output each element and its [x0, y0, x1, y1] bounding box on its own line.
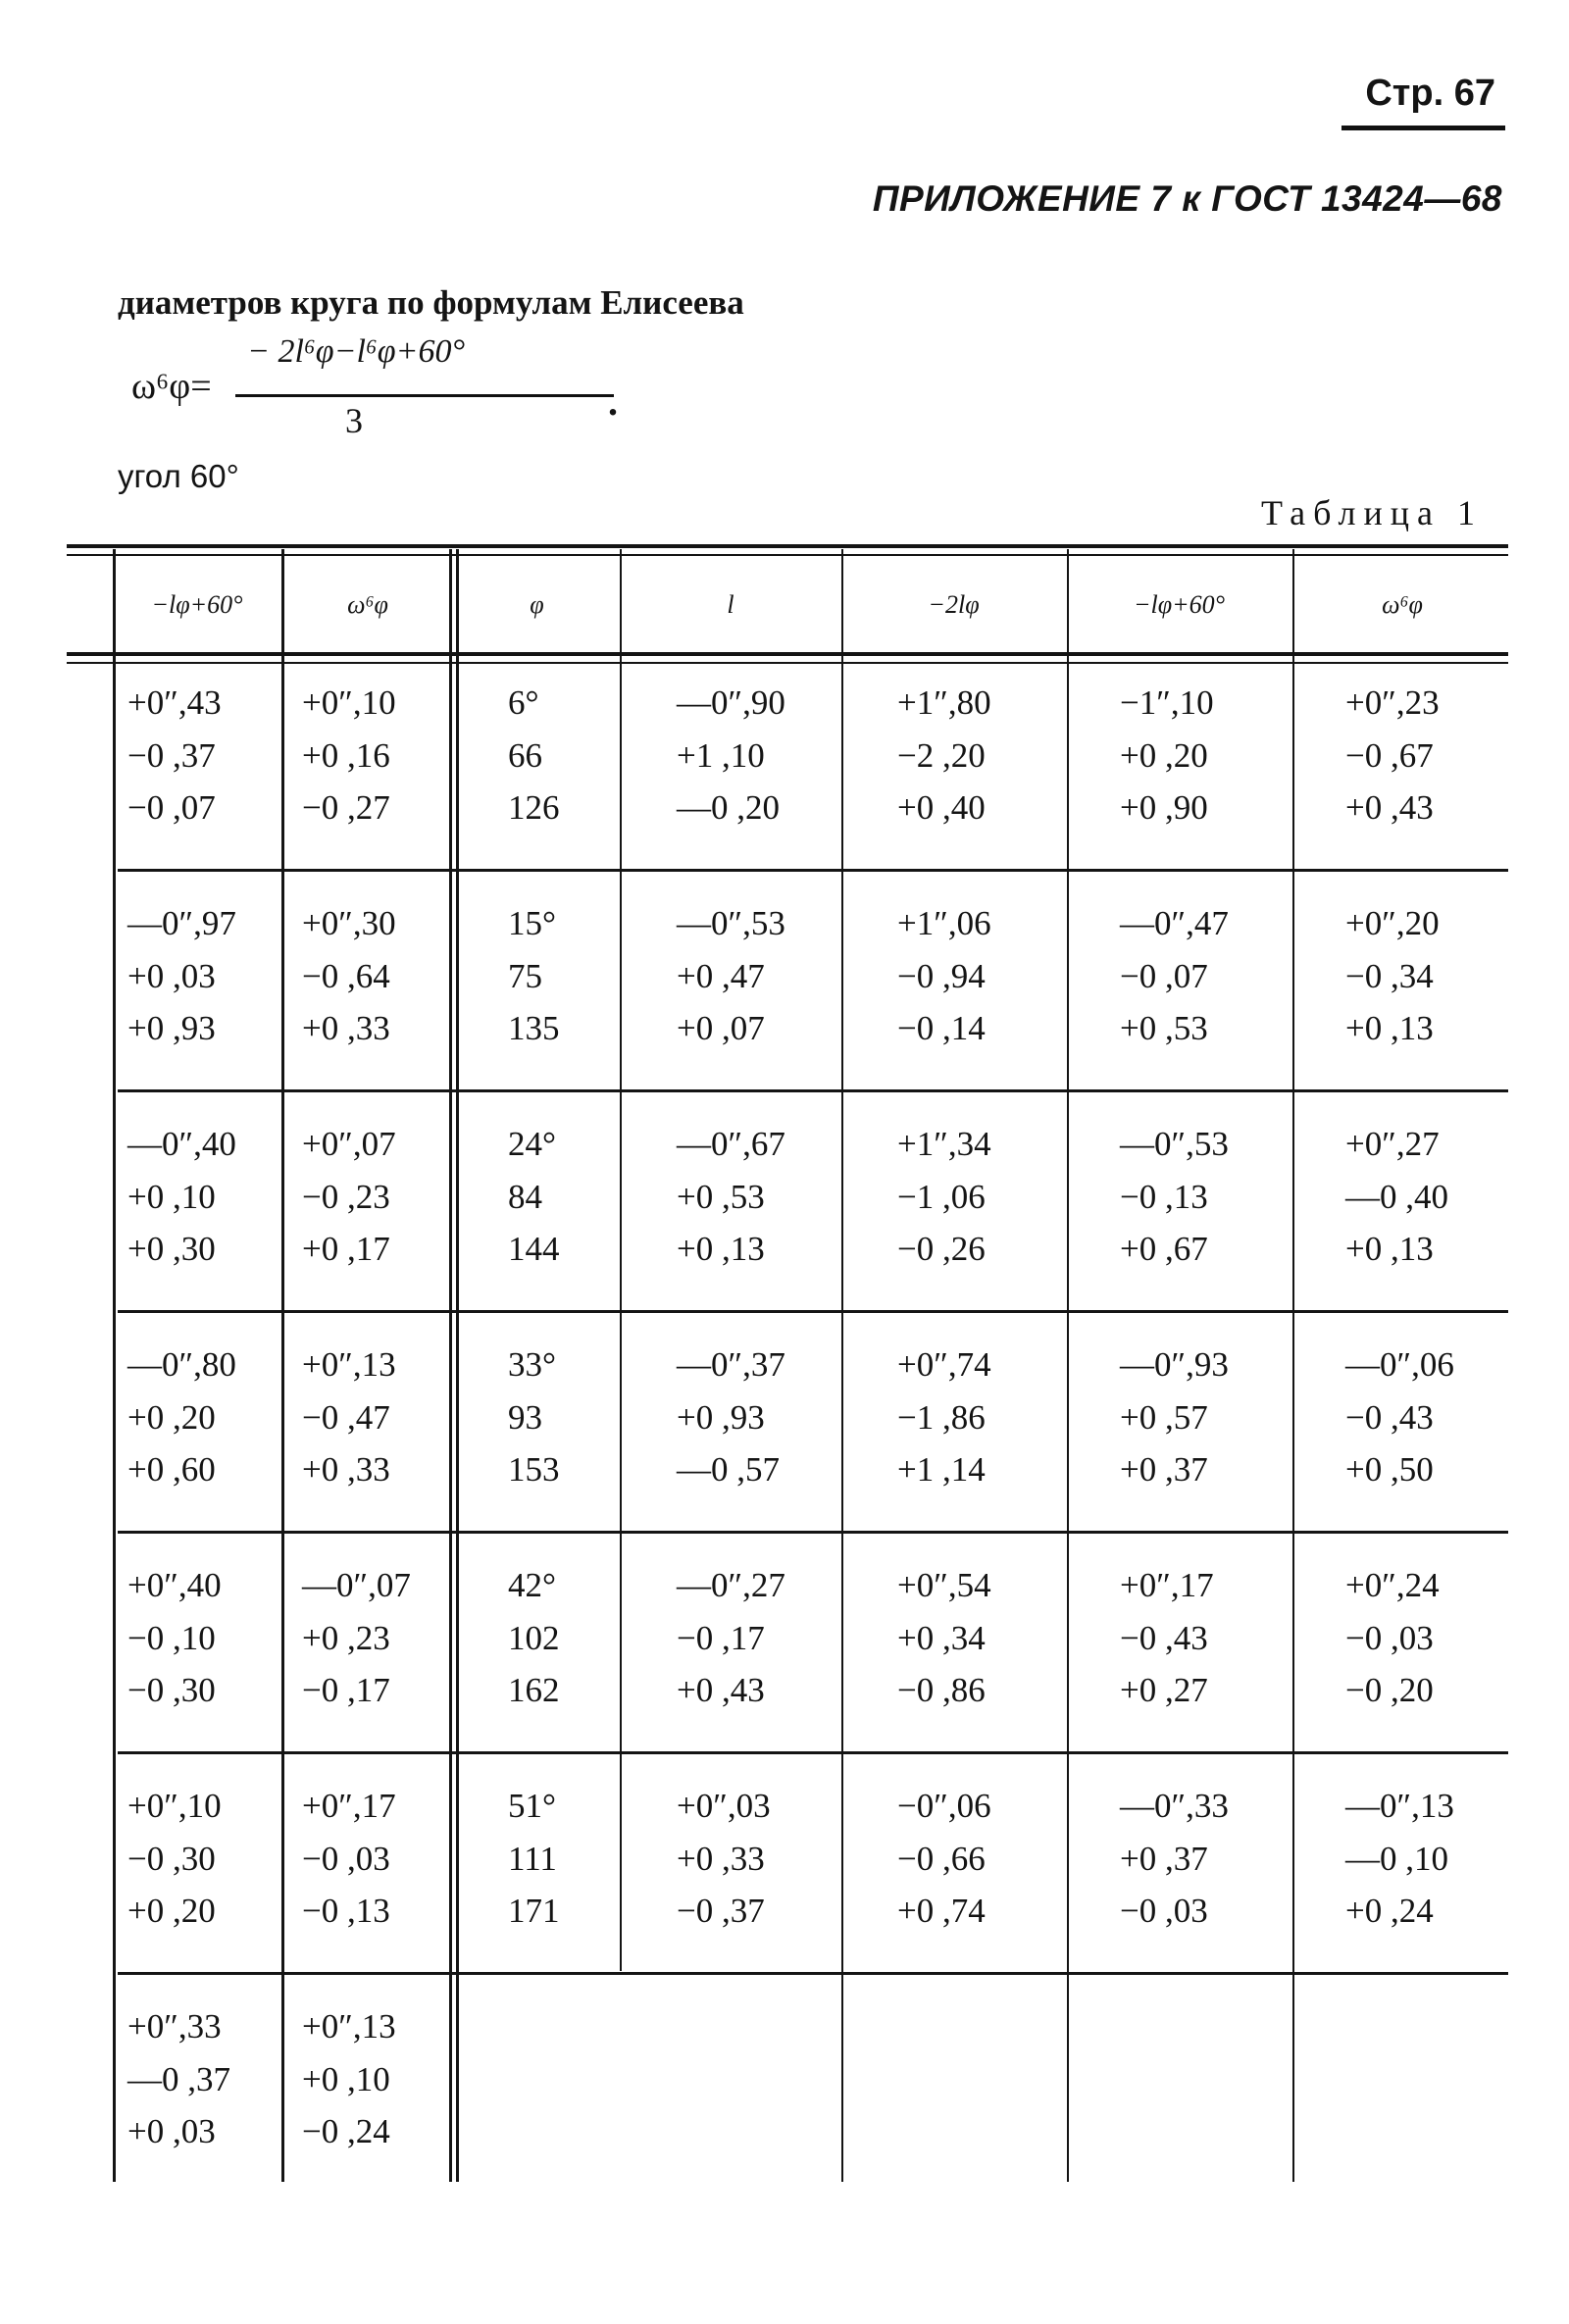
group-separator: [118, 1531, 1508, 1534]
table-value: +0 ,33: [302, 1450, 390, 1489]
table-value: −0 ,30: [127, 1671, 216, 1709]
column-rule: [456, 549, 459, 2182]
cell-col-1: [127, 2000, 230, 2157]
table-value: —0″,33: [1120, 1787, 1229, 1825]
header-col-minus-2l: −2lφ: [928, 590, 980, 619]
table-value: +0″,07: [302, 1125, 396, 1163]
table-value: −0 ,67: [1345, 735, 1434, 775]
formula-numerator: − 2l⁶φ−l⁶φ+60°: [247, 333, 466, 370]
table-value: +1 ,10: [677, 735, 765, 775]
formula-lhs: ω⁶φ=: [131, 366, 212, 407]
page-number: Стр. 67: [1365, 73, 1495, 114]
table-value: +0 ,37: [1120, 1839, 1208, 1878]
table-value: —0 ,10: [1345, 1839, 1448, 1878]
table-value: +0 ,03: [127, 2112, 216, 2150]
table-value: −0 ,86: [897, 1671, 986, 1709]
table-value: +0″,17: [302, 1787, 396, 1825]
cell-col-l: [677, 1339, 785, 1495]
table-value: —0″,06: [1345, 1345, 1454, 1384]
table-value: +0 ,53: [677, 1177, 765, 1216]
cell-col-1: [127, 1339, 236, 1495]
table-value: —0″,47: [1120, 904, 1229, 942]
cell-col-l: [677, 677, 785, 834]
header-col-phi: φ: [530, 590, 544, 619]
table-value: +0″,23: [1345, 683, 1440, 722]
table-value: —0″,53: [1120, 1125, 1229, 1163]
table-value: +0 ,23: [302, 1618, 390, 1657]
column-rule: [620, 549, 622, 1971]
table-value: −0 ,17: [302, 1671, 390, 1709]
table-value: —0″,80: [127, 1345, 236, 1384]
table-value: 102: [508, 1618, 560, 1657]
cell-col-minus-2l: [897, 1339, 991, 1495]
table-value: +0 ,07: [677, 1009, 765, 1047]
group-separator: [118, 1751, 1508, 1754]
table-value: +0″,20: [1345, 904, 1440, 942]
table-top-rule: [67, 544, 1508, 548]
cell-col-minus-2l: [897, 1118, 991, 1275]
table-value: −0 ,10: [127, 1618, 216, 1657]
table-value: +0″,43: [127, 683, 222, 722]
table-value: +0 ,24: [1345, 1892, 1434, 1930]
cell-col-minus-l-shift: [1120, 897, 1229, 1054]
table-value: −0 ,37: [677, 1892, 765, 1930]
intro-text: диаметров круга по формулам Елисеева: [118, 283, 744, 322]
cell-col-omega: [1345, 677, 1440, 834]
table-value: +0″,33: [127, 2007, 222, 2046]
cell-col-1: [127, 677, 222, 834]
table-value: +0 ,13: [677, 1230, 765, 1268]
appendix-title: ПРИЛОЖЕНИЕ 7 к ГОСТ 13424—68: [872, 178, 1502, 219]
table-value: —0″,67: [677, 1125, 785, 1163]
header-col-1: −lφ+60°: [151, 590, 243, 619]
formula-denominator: 3: [345, 401, 363, 440]
table-value: —0″,27: [677, 1566, 785, 1604]
table-value: +0 ,53: [1120, 1009, 1208, 1047]
table-value: −0 ,43: [1345, 1397, 1434, 1437]
table-value: +0″,10: [127, 1787, 222, 1825]
table-value: +0 ,10: [127, 1177, 216, 1216]
table-value: 6°: [508, 683, 539, 722]
table-value: —0″,13: [1345, 1787, 1454, 1825]
table-value: —0 ,37: [127, 2059, 230, 2098]
header-col-minus-l-shift: −lφ+60°: [1133, 590, 1226, 619]
table-value: +0″,03: [677, 1787, 771, 1825]
table-value: +0″,40: [127, 1566, 222, 1604]
table-value: 153: [508, 1450, 560, 1489]
cell-col-omega: [1345, 1118, 1448, 1275]
table-value: —0″,90: [677, 683, 785, 722]
table-value: +1″,06: [897, 904, 991, 942]
table-value: —0″,37: [677, 1345, 785, 1384]
table-value: +0 ,90: [1120, 788, 1208, 827]
cell-col-minus-l-shift: [1120, 1118, 1229, 1275]
cell-col-2: [302, 677, 396, 834]
table-value: —0″,07: [302, 1566, 411, 1604]
table-value: −0 ,17: [677, 1618, 765, 1657]
table-value: 33°: [508, 1345, 556, 1384]
table-value: +0 ,13: [1345, 1009, 1434, 1047]
cell-col-l: [677, 1559, 785, 1716]
table-value: −0 ,43: [1120, 1618, 1208, 1657]
table-value: −0 ,26: [897, 1230, 986, 1268]
table-value: +0 ,93: [677, 1397, 765, 1437]
table-value: −1″,10: [1120, 683, 1214, 722]
column-rule: [1292, 549, 1294, 2182]
table-value: +0″,54: [897, 1566, 991, 1604]
table-value: −2 ,20: [897, 735, 986, 775]
column-rule: [449, 549, 452, 2182]
cell-col-2: [302, 1780, 396, 1937]
table-value: −0 ,37: [127, 735, 216, 775]
table-value: −0 ,03: [302, 1839, 390, 1878]
table-value: +0″,27: [1345, 1125, 1440, 1163]
cell-col-phi: [508, 677, 560, 834]
cell-col-omega: [1345, 1339, 1454, 1495]
table-value: 66: [508, 735, 542, 775]
column-rule: [113, 549, 116, 2182]
table-value: −0 ,07: [127, 788, 216, 827]
table-value: +0 ,74: [897, 1892, 986, 1930]
table-value: +0 ,34: [897, 1618, 986, 1657]
table-value: 111: [508, 1839, 557, 1878]
cell-col-l: [677, 1780, 771, 1937]
cell-col-phi: [508, 897, 560, 1054]
group-separator: [118, 869, 1508, 872]
table-value: +0″,13: [302, 1345, 396, 1384]
column-rule: [1067, 549, 1069, 2182]
cell-col-2: [302, 897, 396, 1054]
cell-col-1: [127, 1118, 236, 1275]
table-value: 135: [508, 1009, 560, 1047]
table-value: 24°: [508, 1125, 556, 1163]
table-value: +0 ,57: [1120, 1397, 1208, 1437]
table-value: −0 ,94: [897, 956, 986, 995]
table-value: +0″,30: [302, 904, 396, 942]
table-value: —0″,53: [677, 904, 785, 942]
table-value: +0″,74: [897, 1345, 991, 1384]
table-value: +0 ,16: [302, 735, 390, 775]
column-rule: [841, 549, 843, 2182]
table-value: −0 ,13: [1120, 1177, 1208, 1216]
formula-period: .: [608, 379, 618, 424]
group-separator: [118, 1089, 1508, 1092]
cell-col-phi: [508, 1118, 560, 1275]
cell-col-minus-2l: [897, 677, 991, 834]
header-col-2: ω⁶φ: [347, 590, 388, 619]
table-value: +0 ,60: [127, 1450, 216, 1489]
cell-col-phi: [508, 1559, 560, 1716]
table-value: +0 ,27: [1120, 1671, 1208, 1709]
table-value: −0 ,14: [897, 1009, 986, 1047]
table-value: +0″,17: [1120, 1566, 1214, 1604]
group-separator: [118, 1310, 1508, 1313]
cell-col-phi: [508, 1780, 560, 1937]
table-value: —0 ,57: [677, 1450, 780, 1489]
header-col-l: l: [727, 590, 734, 619]
table-value: —0″,97: [127, 904, 236, 942]
table-value: +1″,34: [897, 1125, 991, 1163]
table-value: +1 ,14: [897, 1450, 986, 1489]
table-value: −0 ,03: [1120, 1892, 1208, 1930]
cell-col-l: [677, 1118, 785, 1275]
table-value: —0″,40: [127, 1125, 236, 1163]
table-value: +0 ,20: [1120, 735, 1208, 775]
table-value: −0 ,23: [302, 1177, 390, 1216]
table-value: —0 ,20: [677, 788, 780, 827]
table-value: +0 ,43: [677, 1671, 765, 1709]
cell-col-2: [302, 1559, 411, 1716]
cell-col-1: [127, 1559, 222, 1716]
table-value: 84: [508, 1177, 542, 1216]
table-value: +0″,13: [302, 2007, 396, 2046]
cell-col-2: [302, 1118, 396, 1275]
table-value: 162: [508, 1671, 560, 1709]
cell-col-1: [127, 1780, 222, 1937]
table-value: −0″,06: [897, 1787, 991, 1825]
table-value: −0 ,64: [302, 956, 390, 995]
table-value: −0 ,34: [1345, 956, 1434, 995]
cell-col-omega: [1345, 1559, 1440, 1716]
column-rule: [281, 549, 284, 2182]
table-value: +0 ,40: [897, 788, 986, 827]
cell-col-omega: [1345, 1780, 1454, 1937]
cell-col-phi: [508, 1339, 560, 1495]
table-value: +0″,24: [1345, 1566, 1440, 1604]
cell-col-minus-l-shift: [1120, 1780, 1229, 1937]
table-value: +0 ,33: [677, 1839, 765, 1878]
cell-col-2: [302, 1339, 396, 1495]
table-value: 51°: [508, 1787, 556, 1825]
table-value: −0 ,13: [302, 1892, 390, 1930]
table-value: +0 ,03: [127, 956, 216, 995]
table-value: —0 ,40: [1345, 1177, 1448, 1216]
table-value: +0 ,37: [1120, 1450, 1208, 1489]
table-value: −0 ,27: [302, 788, 390, 827]
cell-col-minus-2l: [897, 897, 991, 1054]
table-value: +0 ,50: [1345, 1450, 1434, 1489]
table-value: 144: [508, 1230, 560, 1268]
cell-col-minus-l-shift: [1120, 1559, 1214, 1716]
table-value: +0″,10: [302, 683, 396, 722]
table-value: +0 ,30: [127, 1230, 216, 1268]
angle-label: угол 60°: [118, 458, 239, 494]
cell-col-omega: [1345, 897, 1440, 1054]
table-value: +1″,80: [897, 683, 991, 722]
table-value: +0 ,67: [1120, 1230, 1208, 1268]
table-value: 171: [508, 1892, 560, 1930]
header-col-omega: ω⁶φ: [1382, 590, 1423, 619]
table-value: +0 ,20: [127, 1892, 216, 1930]
table-value: +0 ,10: [302, 2059, 390, 2098]
group-separator: [118, 1972, 1508, 1975]
table-value: −0 ,20: [1345, 1671, 1434, 1709]
table-value: −0 ,07: [1120, 956, 1208, 995]
table-value: −0 ,47: [302, 1397, 390, 1437]
cell-col-minus-2l: [897, 1780, 991, 1937]
table-value: −1 ,06: [897, 1177, 986, 1216]
table-value: +0 ,93: [127, 1009, 216, 1047]
table-title: Таблица 1: [1261, 493, 1483, 532]
cell-col-minus-2l: [897, 1559, 991, 1716]
table-value: 126: [508, 788, 560, 827]
cell-col-l: [677, 897, 785, 1054]
table-value: −0 ,03: [1345, 1618, 1434, 1657]
table-value: −0 ,24: [302, 2112, 390, 2150]
cell-col-1: [127, 897, 236, 1054]
cell-col-minus-l-shift: [1120, 677, 1214, 834]
table-value: 15°: [508, 904, 556, 942]
table-value: +0 ,17: [302, 1230, 390, 1268]
table-value: 42°: [508, 1566, 556, 1604]
table-value: −1 ,86: [897, 1397, 986, 1437]
table-value: —0″,93: [1120, 1345, 1229, 1384]
table-value: +0 ,20: [127, 1397, 216, 1437]
table-value: +0 ,33: [302, 1009, 390, 1047]
table-value: +0 ,43: [1345, 788, 1434, 827]
cell-col-2: [302, 2000, 396, 2157]
cell-col-minus-l-shift: [1120, 1339, 1229, 1495]
table-value: −0 ,66: [897, 1839, 986, 1878]
table-value: +0 ,13: [1345, 1230, 1434, 1268]
table-value: 75: [508, 956, 542, 995]
table-value: −0 ,30: [127, 1839, 216, 1878]
table-value: 93: [508, 1397, 542, 1437]
table-value: +0 ,47: [677, 956, 765, 995]
